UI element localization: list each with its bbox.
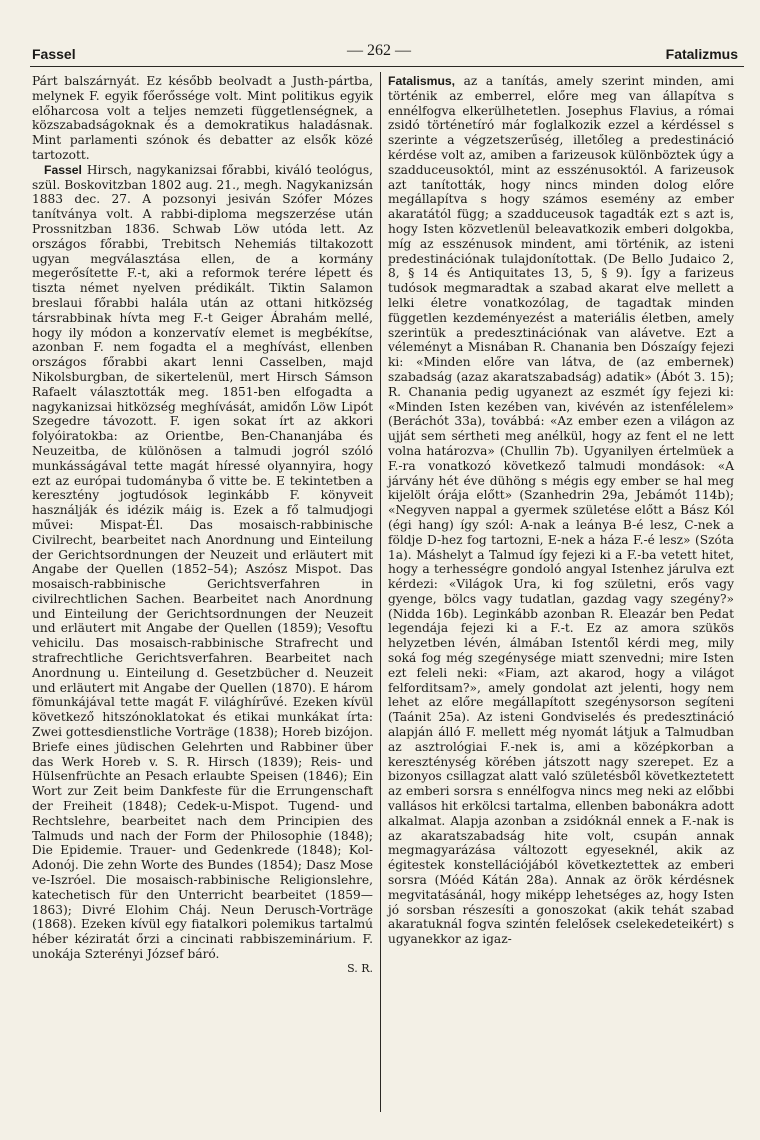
fassel-entry (32, 163, 373, 962)
fassel-headword: Fassel (44, 162, 82, 177)
left-intro-paragraph: Párt balszárnyát. Ez később beolvadt a Justh-pártba, melynek F. egyik főerőssége volt. Mint politikus egyik előharcosa volt a teljes nemzeti függetlenségnek, a közszabadságoknak és a demokratikus haladásnak. Mint parlamenti szónok és debatter az elsők közé tartozott. (32, 74, 373, 162)
page-number: — 262 — (347, 42, 411, 59)
header-right-word: Fatalizmus (665, 46, 738, 62)
fassel-entry-text: Hirsch, nagykanizsai főrabbi, kiváló teológus, szül. Boskovitzban 1802 aug. 21., megh. Nagykanizsán 1883 dec. 27. A pozsonyi jesiván Szófer Mózes tanítványa volt. A rabbi-diploma megszerzése után Prossnitzban 1836. Schwab Löw utóda lett. Az országos főrabbi, Trebitsch Nehemiás tiltakozott ugyan megválasztása ellen, de a kormány megerősítette F.-t, aki a reformok terére lépett és tiszta német nyelven prédikált. Tiktin Salamon breslaui főrabbi halála után az ottani hitközség társrabbinak hívta meg F.-t Geiger Ábrahám mellé, hogy ily módon a konzervatív elemet is megbékítse, azonban F. nem fogadta el a meghívást, ellenben országos főrabbi akart lenni Casselben, majd Nikolsburgban, de sikertelenül, mert Hirsch Sámson Rafaelt választották meg. 1851-ben elfogadta a nagykanizsai hitközség meghívását, amidőn Löw Lipót Szegedre távozott. F. igen sokat írt az akkori folyóiratokba: az Orientbe, Ben-Chananjába és Neuzeitba, de különösen a talmudi jogról szóló munkásságával tette magát híressé olyannyira, hogy ezt az európai tudományba ő vitte be. E tekintetben a keresztény jogtudósok leginkább F. könyveit használják és idézik máig is. Ezek a fő talmudjogi művei: Mispat-Él. Das mosaisch-rabbinische Civilrecht, bearbeitet nach Anordnung und Einteilung der Gerichtsordnungen der Neuzeit und erläutert mit Angabe der Quellen (1852–54); Aszósz Mispot. Das mosaisch-rabbinische Gerichtsverfahren in civilrechtlichen Sachen. Bearbeitet nach Anordnung und Einteilung der Gerichtsordnungen der Neuzeit und erläutert mit Angabe der Quellen (1859); Vesoftu vehicilu. Das mosaisch-rabbinische Strafrecht und strafrechtliche Gerichtsverfahren. Bearbeitet nach Anordnung u. Einteilung d. Gesetzbücher d. Neuzeit und erläutert mit Angabe der Quellen (1870). E három fömunkájával tette magát F. világhírűvé. Ezeken kívül következő hitszónoklatokat és etikai munkákat írta: Zwei gottesdienstliche Vorträge (1838); Horeb bizójon. Briefe eines jüdischen Gelehrten und Rabbiner über das Werk Horeb v. S. R. Hirsch (1839); Reis- und Hülsenfrüchte an Pesach erlaubte Speisen (1846); Ein Wort zur Zeit beim Dankfeste für die Errungenschaft der Freiheit (1848); Cedek-u-Mispot. Tugend- und Rechtslehre, bearbeitet nach dem Principien des Talmuds und nach der Form der Philosophie (1848); Die Epidemie. Trauer- und Gedenkrede (1848); Kol-Adonój. Die zehn Worte des Bundes (1854); Dasz Mose ve-Iszróel. Die mosaisch-rabbinische Religionslehre, katechetisch für den Unterricht bearbeitet (1859—1863); Divré Elohim Cháj. Neun Derusch-Vorträge (1868). Ezeken kívül egy fiatalkori polemikus tartalmú héber kéziratát őrzi a cincinati rabbiszeminárium. F. unokája Szterényi József báró. (32, 162, 374, 962)
running-header (32, 40, 740, 66)
left-column (32, 74, 373, 977)
header-left-word: Fassel (32, 46, 76, 62)
column-divider (380, 72, 381, 1112)
fatalismus-headword: Fatalismus, (388, 74, 456, 88)
fatalismus-entry (388, 74, 734, 947)
fatalismus-entry-text: az a tanítás, amely szerint minden, ami történik az emberrel, előre meg van állapítva s ennélfogva elkerülhetetlen. Josephus Flavius, a római zsidó történetíró már foglalkozik ezzel a kérdéssel s szerinte a végzetszerűség, illetőleg a predestináció kérdése volt az, amiben a farizeusok különböztek úgy a szadduceusoktól, mint az esszénusoktól. A farizeusok azt tanították, hogy nincs minden dolog előre megállapítva s hogy számos esemény az ember akaratától függ; a szadduceusok tagadták ezt s azt is, hogy Isten közvetlenül beleavatkozik emberi dolgokba, míg az esszénusok mindent, ami történik, az isteni predestinációnak tulajdonítottak. (De Bello Judaico 2, 8, § 14 és Antiquitates 13, 5, § 9). Így a farizeus tudósok megmaradtak a szabad akarat elve mellett a lelki életre vonatkozólag, de tagadtak minden független kezdeményezést a materiális életben, amely szerintük a predesztinációnak van alávetve. Ezt a véleményt a Misnában R. Chanania ben Dószaígy fejezi ki: «Minden előre van látva, de (az embernek) szabadság (azaz akaratszabadság) adatik» (Ábót 3. 15); R. Chanania pedig ugyanezt az eszmét így fejezi ki: «Minden Isten kezében van, kivévén az istenfélelem» (Beráchót 33a), továbbá: «Az ember ezen a világon az ujját sem sértheti meg anélkül, hogy az fent el ne lett volna határozva» (Chullin 7b). Ugyanilyen értelmüek a F.-ra vonatkozó következő talmudi mondások: «A járvány hét éve dühöng s mégis egy ember se hal meg kijelölt órája előtt» (Szanhedrin 29a, Jebámót 114b); «Negyven nappal a gyermek születése előtt a Bász Kól (égi hang) így szól: A-nak a leánya B-é lesz, C-nek a földje D-hez fog tartozni, E-nek a háza F.-é lesz» (Szóta 1a). Máshelyt a Talmud így fejezi ki a F.-ba vetett hitet, hogy a terhességre gondoló angyal Istenhez járulva ezt kérdezi: «Világok Ura, ki fog születni, erős vagy gyenge, bölcs vagy tudatlan, gazdag vagy szegény?» (Nidda 16b). Leginkább azonban R. Eleazár ben Pedat legendája fejezi ki a F.-t. Ez az amora szükös helyzetben lévén, álmában Istentől kérdi meg, mily soká fog még szegénysége miatt szenvedni; mire Isten ezt feleli neki: «Fiam, azt akarod, hogy a világot felforditsam?», amely gondolat azt jelenti, hogy nem lehet az előre megállapított szegénysorson segíteni (Taánit 25a). Az isteni Gondviselés és predesztináció alapján álló F. mellett még nyomát látjuk a Talmudban az asztrológiai F.-nek is, ami a középkorban a kereszténység körében játszott nagy szerepet. Ez a bizonyos csillagzat alatt való születésből következtetett az emberi sorsra s ennélfogva nincs meg neki az előbbi vallásos hit erkölcsi tartalma, ellenben babonákra adott alkalmat. Alapja azonban a zsidóknál ennek a F.-nak is az akaratszabadság hite volt, csupán annak megmagyarázása változott egyeseknél, akik az égitestek konstellációjából következtettek az emberi sorsra (Móéd Kátán 28a). Annak az örök kérdésnek megvitatásánál, hogy miképp lehetséges az, hogy Isten jó sorsban részesíti a gonoszokat (akik tehát szabad akaratuknál fogva szintén felelősek cselekedeteikért) s ugyanekkor az igaz- (388, 74, 735, 947)
header-rule (30, 66, 744, 67)
author-signature: S. R. (347, 961, 373, 975)
right-column (388, 74, 734, 947)
